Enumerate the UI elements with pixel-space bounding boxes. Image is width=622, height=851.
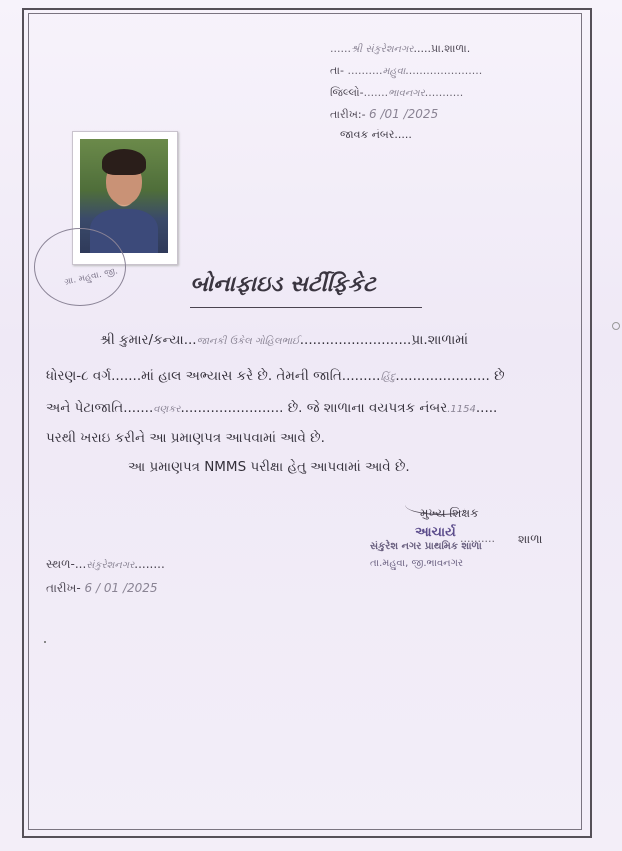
header-taluka-line: તા- ..........મહુવા...................... [330, 64, 483, 77]
line1-prefix: શ્રી કુમાર/કન્યા... [100, 332, 197, 348]
footer-date-label: તારીખ- [46, 581, 85, 595]
school-name-stamp: સંકુરેશ નગર પ્રાથમિક શાળા [370, 541, 482, 552]
line3-prefix: અને પેટાજાતિ....... [46, 400, 154, 416]
paper-speck [44, 641, 46, 643]
header-date-value: 6 /01 /2025 [369, 107, 439, 121]
place-line [46, 557, 165, 572]
header-date-label: તારીખ:- [330, 108, 366, 121]
body-line-2 [46, 368, 505, 384]
header-district-line: જિલ્લો-.......ભાવનગર........... [330, 86, 464, 99]
subcaste-value: વણકર [153, 404, 181, 415]
place-label: સ્થળ-... [46, 557, 87, 571]
line2-prefix: ધોરણ-૮ વર્ગ.......માં હાલ અભ્યાસ કરે છે. તેમની જાતિ......... [46, 368, 381, 384]
header-taluka-value: મહુવા [382, 66, 406, 77]
header-outward-number: જાવક નંબર..... [340, 128, 412, 141]
body-line-3 [46, 400, 497, 416]
line3-suffix: ..... [475, 400, 498, 416]
body-line-4: પરથી ખરાઇ કરીને આ પ્રમાણપત્ર આપવામાં આવે છે. [46, 430, 325, 446]
school-seal-text: ગ્રા. મહુવા. જી. [63, 266, 119, 288]
register-number: .1154 [447, 404, 476, 415]
shala-label: શાળા [518, 532, 543, 546]
header-taluka-label: તા- [330, 64, 344, 77]
header-district-label: જિલ્લો- [330, 86, 364, 99]
body-line-1 [100, 332, 468, 348]
line2-suffix: ...................... છે [395, 368, 505, 384]
header-school-line: ......શ્રી સંકુરેશનગર.....પ્રા.શાળા. [330, 42, 471, 55]
line3-mid: ........................ છે. જે શાળાના વયપત્રક નંબર [180, 400, 448, 416]
footer-date-value: 6 / 01 /2025 [84, 581, 158, 595]
header-school-name: સંકુરેશનગર [365, 44, 414, 55]
caste-value: હિંદુ [380, 372, 396, 383]
line1-suffix: ..........................પ્રા.શાળામાં [299, 332, 469, 348]
signature-role: મુખ્ય શિક્ષક [420, 506, 479, 520]
header-shri: શ્રી [350, 44, 362, 55]
principal-stamp: આચાર્ય [415, 525, 456, 540]
footer-date-line [46, 581, 158, 596]
shala-dots: .......... [460, 532, 495, 545]
edge-mark [612, 322, 620, 330]
title-underline [190, 307, 422, 308]
place-value: સંકુરેશનગર [86, 560, 135, 571]
body-line-5: આ પ્રમાણપત્ર NMMS પરીક્ષા હેતુ આપવામાં આવે છે. [128, 459, 410, 475]
header-school-suffix: .....પ્રા.શાળા. [413, 42, 471, 55]
header-district-value: ભાવનગર [388, 88, 425, 99]
school-address-stamp: તા.મહુવા, જી.ભાવનગર [370, 558, 464, 569]
place-dots: ........ [134, 557, 165, 571]
header-date-line [330, 107, 438, 122]
student-name: જાનકી ઉકેલ ગોહિલભાઈ [196, 336, 300, 347]
certificate-title: બોનાફાઇડ સર્ટીફિકેટ [190, 272, 376, 297]
